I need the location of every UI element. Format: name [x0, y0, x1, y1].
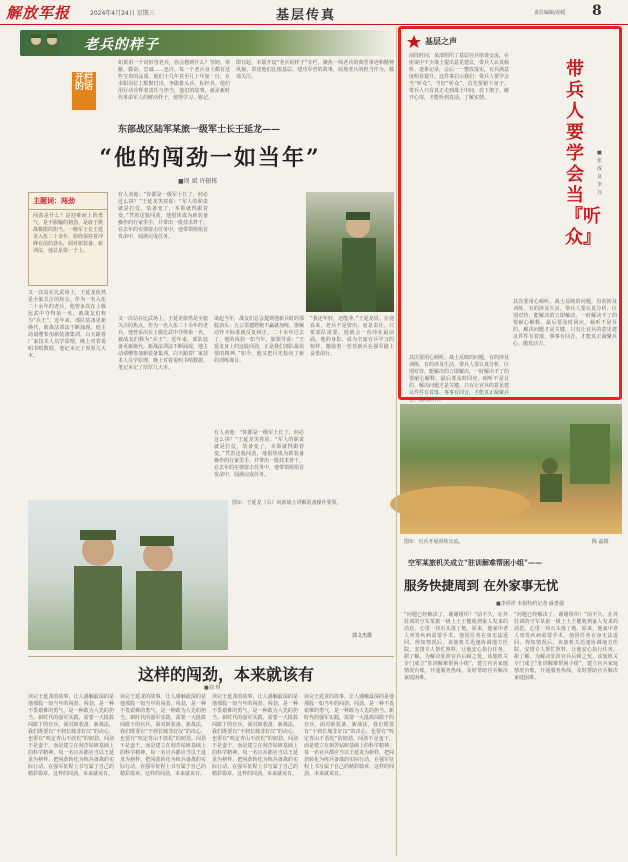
newspaper-logo: 解放军报 [6, 4, 71, 22]
topic-sidebar-title: 主题词：闯劲 [29, 193, 107, 210]
article-body-col2: 有人劝他：“你都是一级军士长了，何必这么拼？”王延龙笑着说：“军人的职责就是打仗，装备变了，本领就得跟着变。”凭着这股闯劲，他很快成为新装备操作的行家里手，并带出一批技术骨干。在去年的实弹射击任务中，他带领班组首发命中，圆满完成任务。 [118, 192, 209, 240]
article-kicker: 东部战区陆军某旅一级军士长王延龙—— [118, 125, 281, 135]
service-body-left: “问题已经解决了，谢谢组织！”前不久，在外驻训的空军某旅一级上士王健收到家人发来的消息，心里一块石头落了地。原来，他家中老人突发疾病需要手术，他因任务在身无法返回。得知情况后，该旅机关迅速协调地方医院，安排专人帮忙照料，让他安心执行任务。据了解，为解决驻训官兵后顾之忧，该旅机关专门成立“驻训解难帮困小组”，建立官兵家庭情况台账，开通服务热线，及时帮助官兵解决家庭困难。 [404, 612, 508, 681]
voice-body-left: 前段时间，某部组织了基层官兵座谈交流。在座谈中不少战士提出意见建议，带兵人认真倾听、逐条记录，会后一一整改落实，官兵满意度明显提升。这件事启示我们：带兵人要学会当“听众”。当好“听众”，首先要俯下身子。带兵人只有真正走到战士中间，放下架子、敞开心扉，才能听到真话、了解实情。 [409, 53, 510, 101]
essay-body-col4: 读完王延龙的故事，让人感触最深的是他那股一如当年的闯劲。闯劲，是一种不畏艰难的勇气，是一种敢为人先的担当。新时代的强军实践，需要一大批敢闯敢干的官兵。面对新装备、新战法，我们既要有“不到长城非好汉”的决心，也要有“咬定青山不放松”的韧劲。闯劲不是蛮干，而是建立在刻苦钻研基础上的科学精神。每一名官兵都应当以王延龙为榜样，把闯劲转化为练兵备战的实际行动，在强军征程上书写属于自己的精彩篇章。这样的闯劲，本来就该有。 [304, 694, 395, 777]
voice-body-left-2: 其次要用心倾听。战士反映的问题，有的涉及训练，有的涉及生活，带兵人要认真分析、区别对待，能解决的立即解决，一时解决不了的要耐心解释。最后要及时回应。倾听不是目的，解决问题才是关键。只有让官兵的意见建议件件有着落、事事有回音，才能真正凝聚兵心、激发活力。 [409, 355, 510, 403]
column-banner [20, 30, 395, 56]
photo1-caption: 图①：王延龙（右）向新战士讲解装备操作要领。 [232, 500, 342, 506]
service-headline: 服务快捷周到 在外家事无忧 [404, 578, 559, 593]
open-column-label: 开栏的话 [75, 73, 94, 92]
training-photo [400, 404, 622, 534]
column-separator [396, 26, 397, 856]
voice-author: ■ 张成良 李 兴 [597, 150, 603, 196]
section-title: 基层传真 [276, 8, 337, 23]
essay-title: 这样的闯劲，本来就该有 [137, 665, 314, 684]
article-body-col6: 有人劝他：“你都是一级军士长了，何必这么拼？”王延龙笑着说：“军人的职责就是打仗，装备变了，本领就得跟着变。”凭着这股闯劲，他很快成为新装备操作的行家里手，并带出一批技术骨干。在去年的实弹射击任务中，他带领班组首发命中，圆满完成任务。 [214, 430, 305, 478]
voice-body-right: 其次要用心倾听。战士反映的问题，有的涉及训练，有的涉及生活，带兵人要认真分析、区别对待，能解决的立即解决，一时解决不了的要耐心解释。最后要及时回应。倾听不是目的，解决问题才是关键。只有让官兵的意见建议件件有着落、事事有回音，才能真正凝聚兵心、激发活力。 [513, 299, 617, 347]
open-column-tag [72, 72, 96, 110]
topic-sidebar-body: 闯劲是什么？是迎难而上的勇气，是不服输的韧劲，是敢于挑战极限的担当。一级军士长王延龙入伍二十余年，始终保持着冲锋在前的劲头，面对新装备、新训法，他总是第一个上。 [33, 213, 104, 254]
soldier-portrait-photo [306, 192, 394, 312]
column-intro-right: 即日起，本版开设“老兵的样子”专栏，聚焦一线老兵的典型事迹和精神风貌，讲述他们扎根基层、建功军营的故事，展现老兵的担当作为，敬请关注。 [236, 60, 394, 80]
voice-header [407, 35, 493, 49]
column-title: 老兵的样子 [84, 37, 159, 53]
training-photo-credit: 陈 磊摄 [592, 539, 609, 545]
article-body-col1: 又一次站在比武场上，王延龙依然是全旅关注的焦点。作为一名入伍二十余年的老兵，他曾多次在上级比武中夺得第一名，被战友们称为“兵王”。近年来，部队装备更新换代，新战法训法不断涌现，他主动请缨参加新装备集训，白天跟着厂家技术人员学原理，晚上对着说明书啃数据，笔记本记了厚厚几大本。 [28, 290, 106, 359]
essay-divider [28, 656, 394, 657]
essay-byline: ■刘 琪 [204, 685, 221, 691]
star-icon [407, 35, 421, 49]
masthead [0, 0, 628, 25]
article-headline: “他的闯劲一如当年” [99, 145, 321, 171]
two-soldiers-photo [28, 500, 228, 650]
essay-body-col3: 读完王延龙的故事，让人感触最深的是他那股一如当年的闯劲。闯劲，是一种不畏艰难的勇气，是一种敢为人先的担当。新时代的强军实践，需要一大批敢闯敢干的官兵。面对新装备、新战法，我们既要有“不到长城非好汉”的决心，也要有“咬定青山不放松”的韧劲。闯劲不是蛮干，而是建立在刻苦钻研基础上的科学精神。每一名官兵都应当以王延龙为榜样，把闯劲转化为练兵备战的实际行动，在强军征程上书写属于自己的精彩篇章。这样的闯劲，本来就该有。 [212, 694, 298, 777]
service-byline: ■李祥祥 本报特约记者 戚勇强 [496, 601, 564, 607]
issue-date: 2024年4月24日 星期三 [90, 10, 155, 17]
essay-body-col2: 读完王延龙的故事，让人感触最深的是他那股一如当年的闯劲。闯劲，是一种不畏艰难的勇气，是一种敢为人先的担当。新时代的强军实践，需要一大批敢闯敢干的官兵。面对新装备、新战法，我们既要有“不到长城非好汉”的决心，也要有“咬定青山不放松”的韧劲。闯劲不是蛮干，而是建立在刻苦钻研基础上的科学精神。每一名官兵都应当以王延龙为榜样，把闯劲转化为练兵备战的实际行动，在强军征程上书写属于自己的精彩篇章。这样的闯劲，本来就该有。 [120, 694, 206, 777]
page-number: 8 [592, 3, 602, 19]
topic-sidebar [28, 192, 108, 286]
service-kicker: 空军某旅机关成立“驻训解难帮困小组”—— [408, 558, 543, 567]
article-body-col3: 谈起当年，战友们总会提到他新兵时的那股劲头：五公里越野跑不赢就加练，器械动作不标准就反复纠正。二十余年过去了，他的闯劲一如当年。旅领导说：“王延龙身上的这股闯劲，正是我们部队最需要的精神。”如今，他又把目光投向了新的训练课目。 [214, 316, 305, 364]
article-body-col5: 又一次站在比武场上，王延龙依然是全旅关注的焦点。作为一名入伍二十余年的老兵，他曾多次在上级比武中夺得第一名，被战友们称为“兵王”。近年来，部队装备更新换代，新战法训法不断涌现，他主动请缨参加新装备集训，白天跟着厂家技术人员学原理，晚上对着说明书啃数据，笔记本记了厚厚几大本。 [118, 316, 209, 371]
service-body-right: “问题已经解决了，谢谢组织！”前不久，在外驻训的空军某旅一级上士王健收到家人发来的消息，心里一块石头落了地。原来，他家中老人突发疾病需要手术，他因任务在身无法返回。得知情况后，该旅机关迅速协调地方医院，安排专人帮忙照料，让他安心执行任务。据了解，为解决驻训官兵后顾之忧，该旅机关专门成立“驻训解难帮困小组”，建立官兵家庭情况台账，开通服务热线，及时帮助官兵解决家庭困难。 [514, 612, 618, 681]
photo1-credit: 郭文杰摄 [352, 633, 373, 639]
article-body-col4: “我还年轻，还能冲。”王延龙说。在他看来，老兵不是资历，而是责任。只要部队需要，他就会一直冲在最前面。他的身影，成为全旅官兵学习的榜样，激励着一茬茬新兵在强军路上奋勇前行。 [310, 316, 394, 357]
grassroots-voice-box [398, 26, 622, 403]
editor-credit: 责任编辑/胡缆 [534, 10, 566, 16]
voice-column-title: 基层之声 [425, 36, 457, 46]
article-byline: ■周 斌 许振栋 [178, 178, 218, 185]
essay-body-col1: 读完王延龙的故事，让人感触最深的是他那股一如当年的闯劲。闯劲，是一种不畏艰难的勇气，是一种敢为人先的担当。新时代的强军实践，需要一大批敢闯敢干的官兵。面对新装备、新战法，我们既要有“不到长城非好汉”的决心，也要有“咬定青山不放松”的韧劲。闯劲不是蛮干，而是建立在刻苦钻研基础上的科学精神。每一名官兵都应当以王延龙为榜样，把闯劲转化为练兵备战的实际行动，在强军征程上书写属于自己的精彩篇章。这样的闯劲，本来就该有。 [28, 694, 114, 777]
training-photo-caption: 图②：官兵开展训练交流。 [404, 539, 464, 545]
column-intro-left: 如果用一个词形容老兵，你会想到什么？坚韧、奉献、勤奋、忠诚……也许，每一个老兵身上都有这些宝贵的品质。他们十几年甚至几十年如一日，在本职岗位上默默付出，争做排头兵、标杆兵。他们用行动诠释着责任与担当，他们的故事，就是新时代革命军人的鲜活样子，值得学习、铭记。 [118, 60, 230, 101]
soldier-icon [26, 32, 66, 54]
voice-title: 带兵人要学会当『听众』 [565, 59, 601, 248]
